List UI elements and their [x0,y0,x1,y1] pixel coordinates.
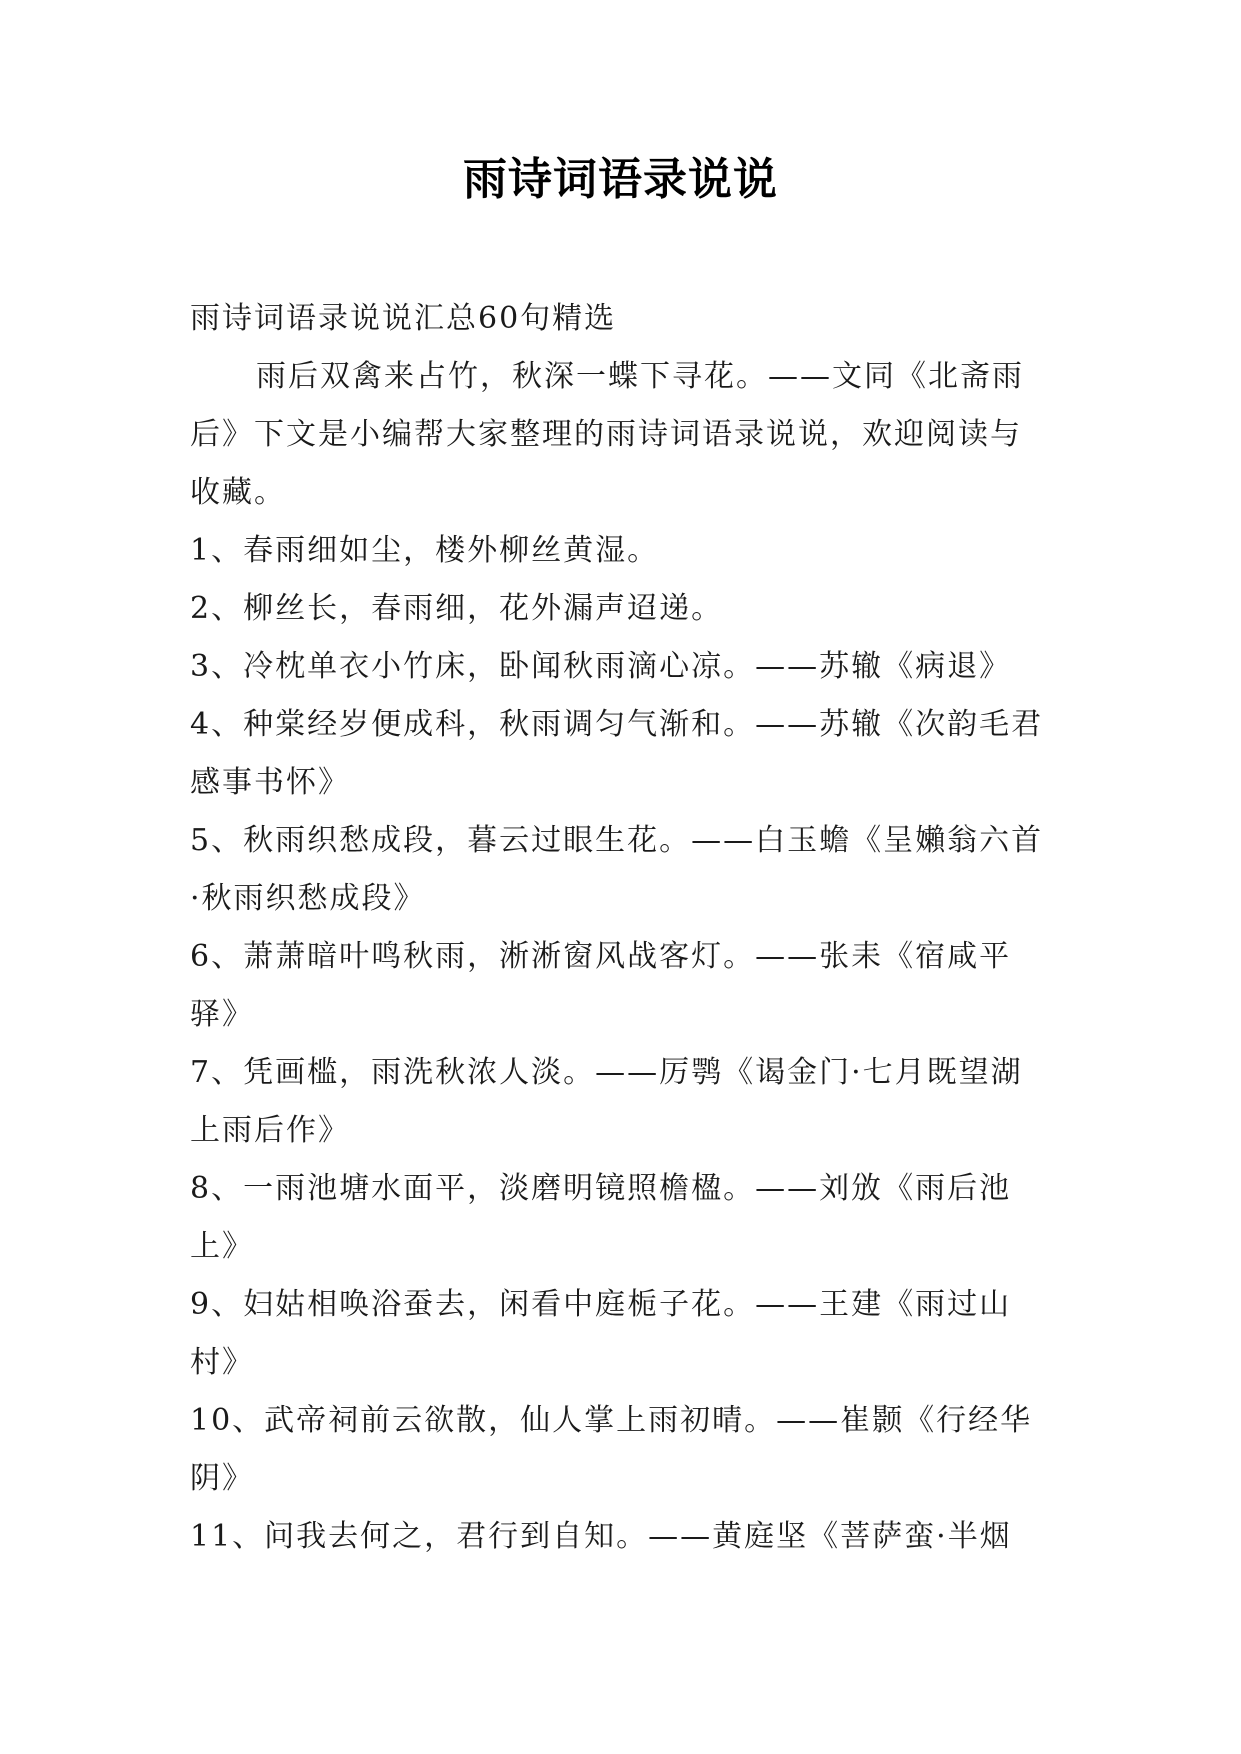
paragraph-subtitle: 雨诗词语录说说汇总60句精选 [190,301,617,336]
list-item: 3、冷枕单衣小竹床，卧闻秋雨滴心凉。——苏辙《病退》 [190,649,1012,684]
list-item: 7、凭画槛，雨洗秋浓人淡。——厉鹗《谒金门·七月既望湖上雨后作》 [190,1055,1023,1148]
list-item: 2、柳丝长，春雨细，花外漏声迢递。 [190,591,724,626]
document-body [190,290,1052,1566]
paragraph-intro: 雨后双禽来占竹，秋深一蝶下寻花。——文同《北斋雨后》下文是小编帮大家整理的雨诗词语录说说，欢迎阅读与收藏。 [190,359,1024,510]
list-item: 1、春雨细如尘，楼外柳丝黄湿。 [190,533,660,568]
list-item: 10、武帝祠前云欲散，仙人掌上雨初晴。——崔颢《行经华阴》 [190,1403,1033,1496]
list-item: 8、一雨池塘水面平，淡磨明镜照檐楹。——刘攽《雨后池上》 [190,1171,1012,1264]
list-item: 9、妇姑相唤浴蚕去，闲看中庭栀子花。——王建《雨过山村》 [190,1287,1012,1380]
document-title: 雨诗词语录说说 [463,154,778,205]
list-item: 6、萧萧暗叶鸣秋雨，淅淅窗风战客灯。——张耒《宿咸平驿》 [190,939,1012,1032]
list-item: 4、种棠经岁便成科，秋雨调匀气渐和。——苏辙《次韵毛君感事书怀》 [190,707,1044,800]
list-item: 11、问我去何之，君行到自知。——黄庭坚《菩萨蛮·半烟 [190,1519,1012,1554]
list-item: 5、秋雨织愁成段，暮云过眼生花。——白玉蟾《呈嬾翁六首·秋雨织愁成段》 [190,823,1044,916]
